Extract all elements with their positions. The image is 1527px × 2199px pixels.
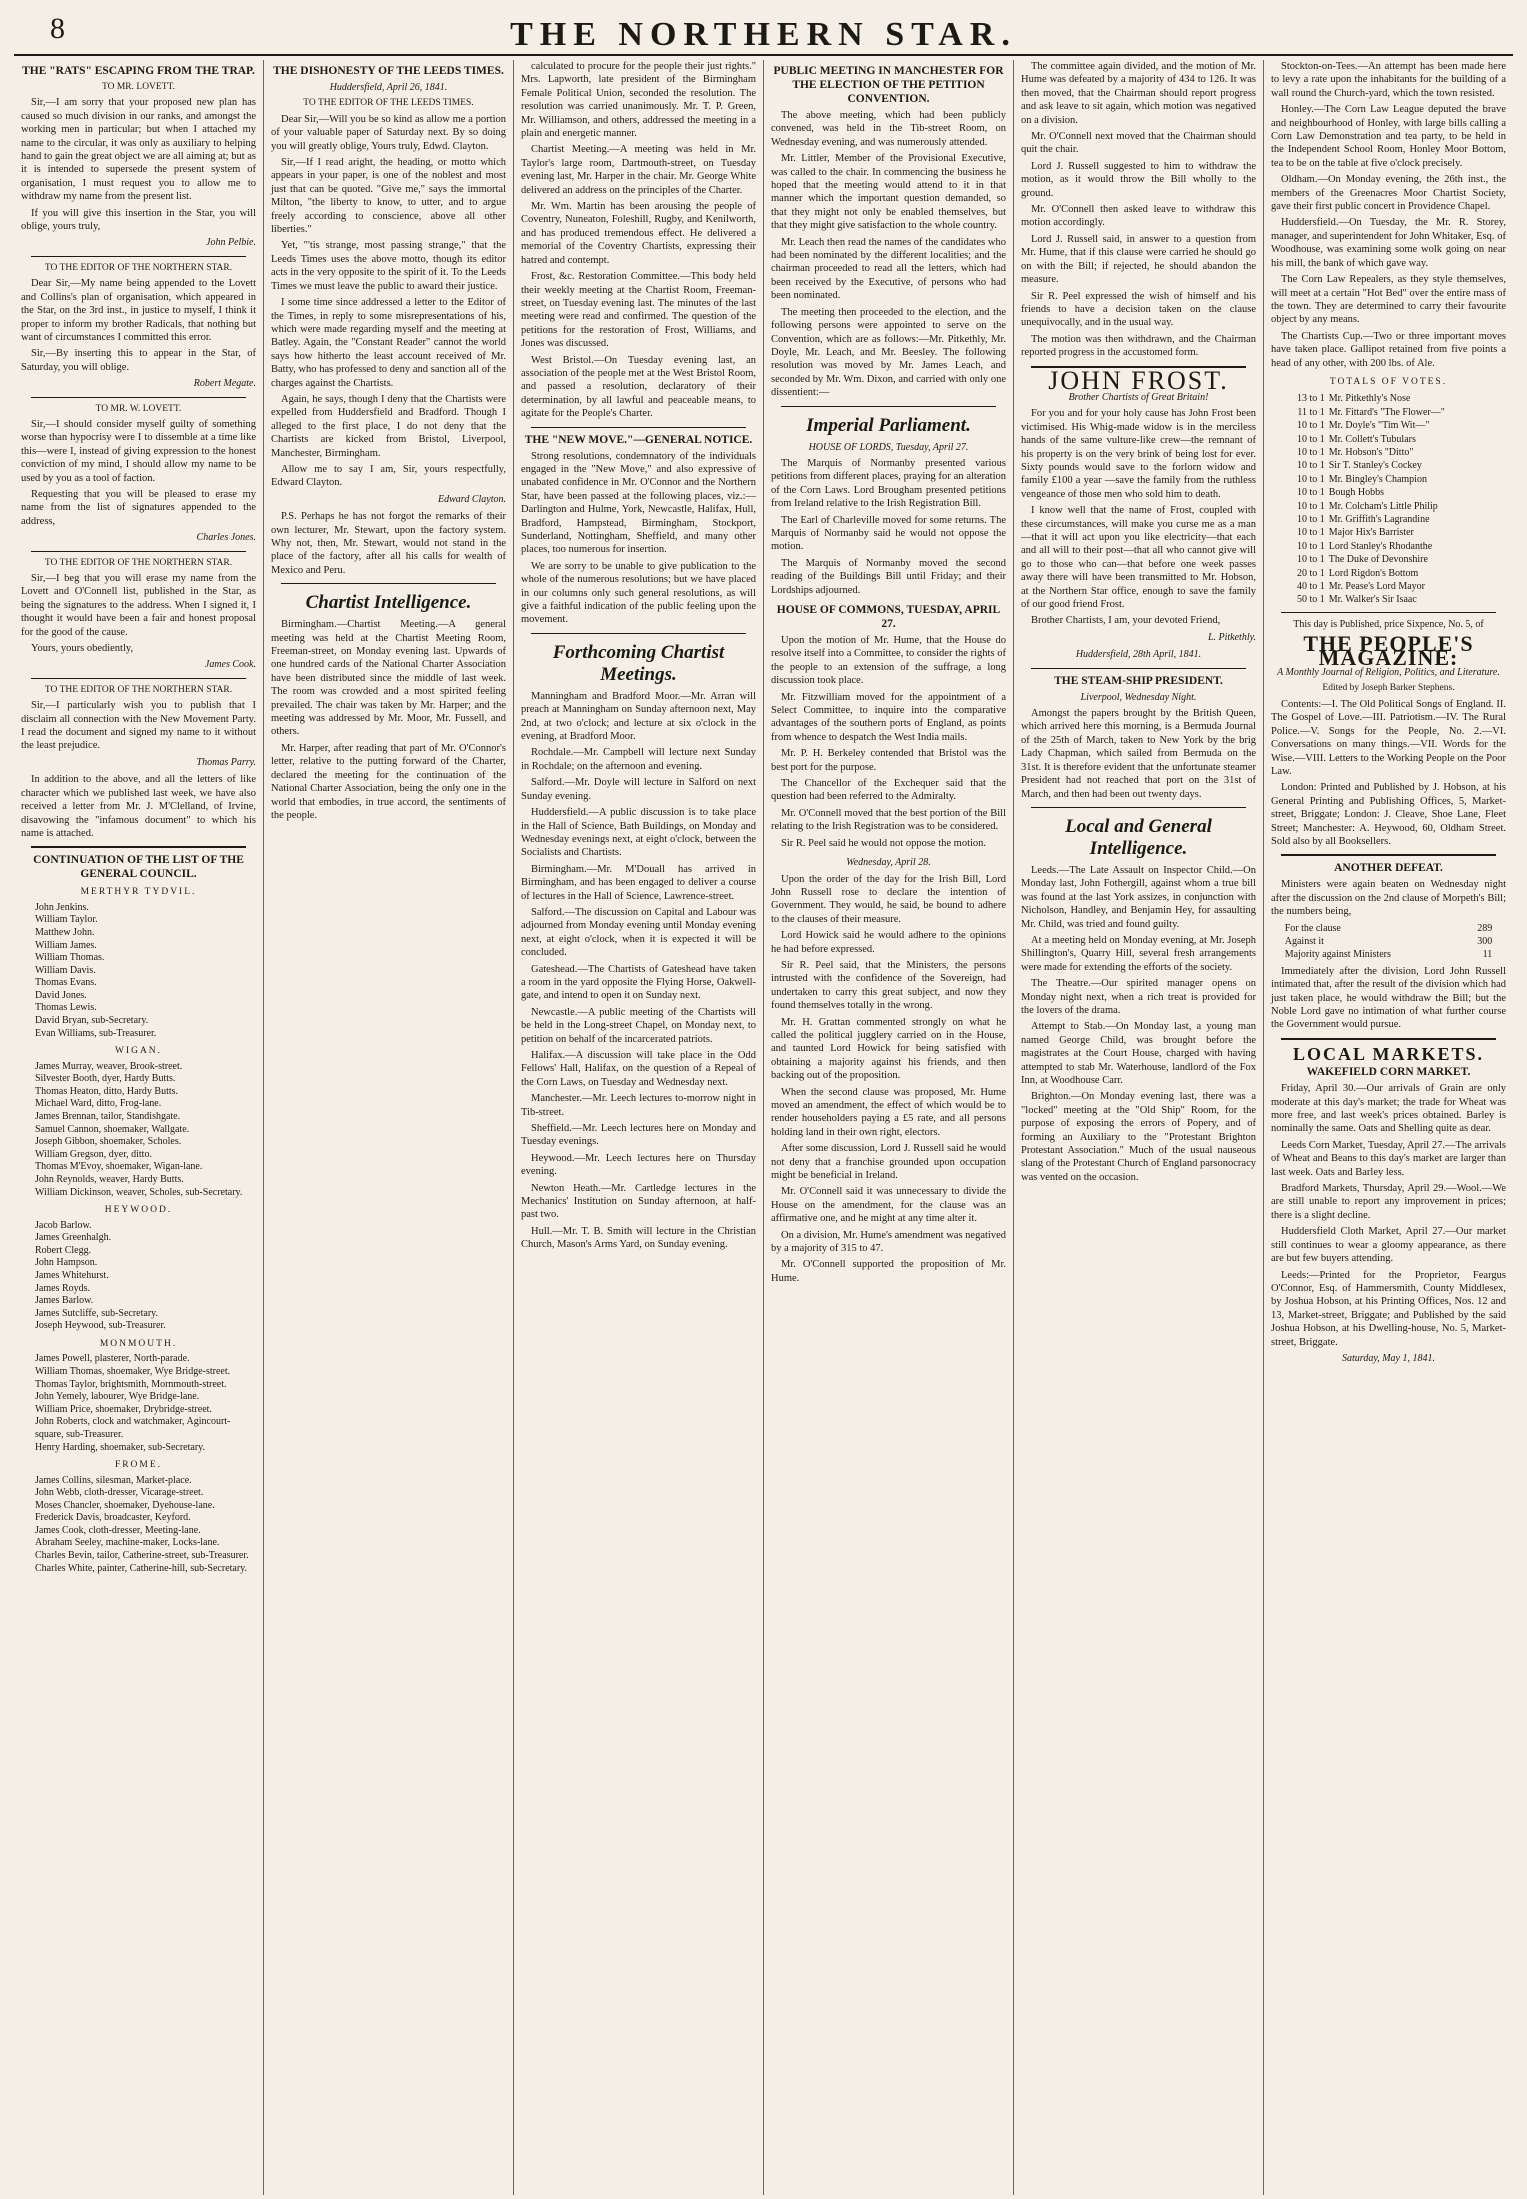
paragraph: Manchester.—Mr. Leech lectures to-morrow night in Tib-street. xyxy=(521,1093,756,1118)
paragraph: Chartist Meeting.—A meeting was held in Mr. Taylor's large room, Dartmouth-street, on Tuesday evening last, Mr. Harper in the chair. Mr. George White delivered an address on the principles of the Charter. xyxy=(521,144,756,196)
council-member: William Thomas, shoemaker, Wye Bridge-street. xyxy=(35,1365,231,1377)
section-heading: Imperial Parliament. xyxy=(806,414,971,436)
council-member: William Dickinson, weaver, Scholes, sub-Secretary. xyxy=(35,1186,243,1198)
article-letter-megate xyxy=(21,262,256,391)
council-member: William Davis. xyxy=(35,964,96,976)
paragraph: Strong resolutions, condemnatory of the individuals engaged in the "New Move," and also expressive of unabated confidence in Mr. O'Connor and the Northern Star, have been passed at the following places, viz.:—Darlington and Hulme, York, Newcastle, Halifax, Hull, Bradford, Hampstead, Birmingham, Stockport, Sunderland, Nottingham, Sheffield, and many other places, too numerous for insertion. xyxy=(521,450,756,556)
paragraph: Dear Sir,—Will you be so kind as allow me a portion of your valuable paper of Saturday next. By so doing you will greatly oblige, Yours truly, Edwd. Clayton. xyxy=(271,113,506,152)
paragraph: Mr. P. H. Berkeley contended that Bristol was the best port for the purpose. xyxy=(771,748,1006,773)
council-member: Thomas Lewis. xyxy=(35,1002,97,1014)
article-title: PUBLIC MEETING IN MANCHESTER FOR THE ELECTION OF THE PETITION CONVENTION. xyxy=(773,65,1004,105)
vote-label: Mr. Pease's Lord Mayor xyxy=(1328,581,1425,593)
council-member: William Gregson, dyer, ditto. xyxy=(35,1148,152,1160)
paragraph: Sir,—I particularly wish you to publish that I disclaim all connection with the New Movement Party. I read the document and signed my name to it without the least prejudice. xyxy=(21,700,256,752)
paragraph: The above meeting, which had been publicly convened, was held in the Tib-street Room, on Wednesday evening, and was numerously attended. xyxy=(771,110,1006,148)
vote-row xyxy=(1283,540,1495,553)
council-member: Joseph Heywood, sub-Treasurer. xyxy=(35,1320,166,1332)
locality-heading: HEYWOOD. xyxy=(104,1205,173,1216)
column-1 xyxy=(14,60,264,2195)
divider xyxy=(1031,807,1246,808)
council-member: James Whitehurst. xyxy=(35,1269,109,1281)
column-3 xyxy=(514,60,764,2195)
paragraph: The Marquis of Normanby moved the second reading of the Buildings Bill until Friday; and their Lordships adjourned. xyxy=(771,557,1006,596)
vote-label: Mr. Griffith's Lagrandine xyxy=(1328,514,1430,525)
paragraph: Mr. Wm. Martin has been arousing the people of Coventry, Nuneaton, Foleshill, Rugby, and Kenilworth, and has produced tremendous effect. He delivered a memorial of the Coventry Chartists, expressing their hatred and contempt. xyxy=(521,201,756,266)
article-manchester-meeting xyxy=(771,64,1006,400)
imprint: Leeds:—Printed for the Proprietor, Feargus O'Connor, Esq. of Hammersmith, County Middlesex, by Joshua Hobson, at his Printing Offices, Nos. 12 and 13, Market-street, Briggate; and Published by the said Joshua Hobson, at his Dwelling-house, No. 5, Market-street, Briggate. xyxy=(1271,1269,1506,1348)
paragraph: Immediately after the division, Lord John Russell intimated that, after the result of the division which had just taken place, he would withdraw the Bill; but the Noble Lord gave no intimation of what further course the Government would pursue. xyxy=(1271,965,1506,1031)
paragraph: Yours, yours obediently, xyxy=(31,643,134,655)
paragraph: The Corn Law Repealers, as they style themselves, will meet at a certain "Hot Bed" over the entire mass of the town. They are determined to carry their favourite object by any means. xyxy=(1271,274,1506,326)
paragraph: Oldham.—On Monday evening, the 26th inst., the members of the Greenacres Moor Chartist Society, gave their first public concert in Providence Chapel. xyxy=(1271,174,1506,213)
vote-odds: 50 to 1 xyxy=(1296,594,1325,606)
council-member: Henry Harding, shoemaker, sub-Secretary. xyxy=(35,1441,205,1453)
vote-label: Mr. Fittard's "The Flower—" xyxy=(1328,406,1445,418)
vote-label: Lord Stanley's Rhodanthe xyxy=(1328,540,1433,552)
vote-row xyxy=(1283,526,1495,539)
paragraph: Lord Howick said he would adhere to the opinions he had before expressed. xyxy=(771,930,1006,955)
paragraph: Sir,—I beg that you will erase my name from the Lovett and O'Connell list, published in the Star, as being the signatures to the address. When I signed it, I thought it would have been a fair and honest proposal for the good of the cause. xyxy=(21,573,256,638)
paragraph: Attempt to Stab.—On Monday last, a young man named George Child, was brought before the magistrates at the Court House, charged with having attempted to stab Mr. Waterhouse, landlord of the Fox Inn, at Woodhouse Carr. xyxy=(1021,1021,1256,1086)
divider xyxy=(1281,1038,1496,1040)
article-title: THE STEAM-SHIP PRESIDENT. xyxy=(1054,674,1223,687)
article-title: THE PEOPLE'S MAGAZINE: xyxy=(1303,631,1474,670)
division-value: 300 xyxy=(1477,935,1493,947)
paragraph: Requesting that you will be pleased to erase my name from the list of signatures appended to the address, xyxy=(21,488,256,527)
paragraph: Salford.—The discussion on Capital and Labour was adjourned from Monday evening until Monday evening next, at eight o'clock, when it is expected it will be concluded. xyxy=(521,906,756,959)
paragraph: Leeds Corn Market, Tuesday, April 27.—The arrivals of Wheat and Beans to this day's market are larger than last week. Oats and Barley less. xyxy=(1271,1139,1506,1178)
council-member: Joseph Gibbon, shoemaker, Scholes. xyxy=(35,1136,182,1148)
vote-label: Mr. Colcham's Little Philip xyxy=(1328,500,1438,512)
vote-odds: 10 to 1 xyxy=(1296,514,1325,525)
addressee: TO THE EDITOR OF THE NORTHERN STAR. xyxy=(44,684,233,695)
sitting-heading: Wednesday, April 28. xyxy=(846,857,931,869)
vote-label: Mr. Pitkethly's Nose xyxy=(1328,393,1411,405)
signature: Thomas Parry. xyxy=(196,756,256,768)
paragraph: Mr. Harper, after reading that part of Mr. O'Connor's letter, relative to the putting forward of the Charter, declared the meeting for the continuation of the National Charter Association, being the only one in the world that embodies, in true accord, the sentiments of the people. xyxy=(271,742,506,821)
paragraph: Mr. O'Connell said it was unnecessary to divide the House on the amendment, for the clause was an affirmative one, and he might at any time alter it. xyxy=(771,1186,1006,1225)
article-local-continued xyxy=(1271,60,1506,370)
vote-row xyxy=(1283,500,1495,513)
council-member: James Royds. xyxy=(35,1282,90,1294)
name-list xyxy=(21,1061,256,1200)
dateline: Huddersfield, April 26, 1841. xyxy=(329,82,448,93)
paragraph: Sheffield.—Mr. Leech lectures here on Monday and Tuesday evenings. xyxy=(521,1123,756,1148)
paragraph: Ministers were again beaten on Wednesday night after the discussion on the 2nd clause of Morpeth's Bill; the numbers being, xyxy=(1271,879,1506,918)
council-member: Samuel Cannon, shoemaker, Wallgate. xyxy=(35,1123,190,1135)
paragraph: Sir,—I should consider myself guilty of something worse than hypocrisy were I to dissemble at a time like this—were I, instead of giving expression to the honest conviction of my mind, I should allow my name to be used by you as a tool of faction. xyxy=(21,418,256,484)
paragraph: Gateshead.—The Chartists of Gateshead have taken a room in the yard opposite the Flying Horse, Oakwell-gate, and intend to open it on Sunday next. xyxy=(521,963,756,1002)
paragraph: I know well that the name of Frost, coupled with these circumstances, will make you curse me as a man—that it will act upon you like electricity—that each and all will to their post—that all who cannot give will go to those who can—that before one week passes away there will have been transmitted to Mr. Hobson, at the Northern Star office, enough to save the family of our good friend Frost. xyxy=(1021,505,1256,611)
paragraph: The Chartists Cup.—Two or three important moves have taken place. Gallipot retained from five points a head of any other, with 200 lbs. of Ale. xyxy=(1271,330,1506,369)
article-title: THE "NEW MOVE."—GENERAL NOTICE. xyxy=(524,433,753,446)
vote-label: Sir T. Stanley's Cockey xyxy=(1328,460,1422,472)
paragraph: Birmingham.—Chartist Meeting.—A general meeting was held at the Chartist Meeting Room, Freeman-street, on Monday evening last. Upwards of one hundred cards of the National Charter Association have been distributed since the middle of last week. The room was crowded and a most spirited feeling prevailed. The chair was taken by Mr. Harper; and the meeting was addressed by Mr. Moor, Mr. Fussell, and others. xyxy=(271,619,506,738)
paragraph: Bradford Markets, Thursday, April 29.—Wool.—We are still unable to report any improvement in prices; there is a slight decline. xyxy=(1271,1183,1506,1221)
vote-odds: 40 to 1 xyxy=(1296,581,1325,593)
article-title: THE DISHONESTY OF THE LEEDS TIMES. xyxy=(273,65,504,77)
division-label: Against it xyxy=(1284,935,1324,947)
addressee: TO THE EDITOR OF THE LEEDS TIMES. xyxy=(303,98,474,109)
column-2 xyxy=(264,60,514,2195)
divider xyxy=(31,397,246,398)
name-list xyxy=(21,1475,256,1576)
masthead xyxy=(14,10,1513,56)
paragraph: At a meeting held on Monday evening, at Mr. Joseph Shillington's, Quarry Hill, several fresh arrangements were made for extending the efforts of the society. xyxy=(1021,934,1256,973)
paragraph: Honley.—The Corn Law League deputed the brave and neighbourhood of Honley, with large bills calling a Corn Law Demonstration and tea party, to be held in the Independent School Room, Honley Moor Bottom, tea to be on the table at five o'clock precisely. xyxy=(1271,104,1506,169)
vote-label: Bough Hobbs xyxy=(1328,487,1385,499)
paragraph: Mr. Fitzwilliam moved for the appointment of a Select Committee, to inquire into the comparative advantages of the southern ports of England, as points from whence to despatch the West India mails. xyxy=(771,691,1006,743)
article-title: ANOTHER DEFEAT. xyxy=(1334,862,1443,875)
council-member: James Greenhalgh. xyxy=(35,1232,112,1244)
locality-heading: MONMOUTH. xyxy=(99,1338,178,1349)
council-member: Moses Chancler, shoemaker, Dyehouse-lane. xyxy=(35,1499,215,1511)
vote-rows xyxy=(1283,392,1495,607)
council-member: Michael Ward, ditto, Frog-lane. xyxy=(35,1098,162,1110)
divider xyxy=(1281,854,1496,856)
article-another-defeat xyxy=(1271,861,1506,1031)
article-general-council xyxy=(21,853,256,1575)
council-member: William Price, shoemaker, Drybridge-street. xyxy=(35,1403,212,1415)
paragraph: Mr. Littler, Member of the Provisional Executive, was called to the chair. In commencing the business he hoped that the meeting would attend to it in that manner which the important question demanded, so that they might not only be enabled themselves, but that they might give satisfaction to the whole country. xyxy=(771,153,1006,232)
divider xyxy=(531,633,746,634)
council-member: Silvester Booth, dyer, Hardy Butts. xyxy=(35,1073,176,1085)
column-4 xyxy=(764,60,1014,2195)
vote-odds: 10 to 1 xyxy=(1296,540,1325,552)
salutation: Brother Chartists of Great Britain! xyxy=(1068,391,1209,403)
vote-row xyxy=(1283,473,1495,486)
vote-row xyxy=(1283,567,1495,580)
paragraph: The committee again divided, and the motion of Mr. Hume was defeated by a majority of 434 to 126. It was then moved, that the Chairman should report progress and ask leave to sit again, which motion was negatived on a division. xyxy=(1021,61,1256,126)
vote-label: Mr. Collett's Tubulars xyxy=(1328,433,1416,445)
vote-odds: 10 to 1 xyxy=(1296,500,1325,512)
name-list xyxy=(21,1220,256,1333)
section-heading: Forthcoming Chartist Meetings. xyxy=(552,641,725,685)
vote-table xyxy=(1283,392,1495,607)
article-title: HOUSE OF COMMONS, TUESDAY, APRIL 27. xyxy=(776,604,1001,630)
paragraph: Mr. O'Connell next moved that the Chairman should quit the chair. xyxy=(1021,131,1256,156)
columns xyxy=(14,60,1513,2195)
council-member: John Webb, cloth-dresser, Vicarage-street. xyxy=(35,1487,204,1499)
signature: L. Pitkethly. xyxy=(1207,631,1256,643)
vote-row xyxy=(1283,580,1495,593)
article-vote-list xyxy=(1271,376,1506,631)
paragraph: Sir R. Peel expressed the wish of himself and his friends to have a decision taken on the clause unequivocally, and in the usual way. xyxy=(1021,290,1256,329)
divider xyxy=(281,583,496,584)
signature: John Pelbie. xyxy=(206,237,256,249)
council-member: David Jones. xyxy=(35,989,87,1001)
paragraph: When the second clause was proposed, Mr. Hume moved an amendment, the effect of which would be to render householders paying a £5 rate, and all persons holding land in their own right, electors. xyxy=(771,1086,1006,1138)
paragraph: The motion was then withdrawn, and the Chairman reported progress in the accustomed form. xyxy=(1021,333,1256,359)
paragraph: The Chancellor of the Exchequer said that the question had been referred to the Admiralty. xyxy=(771,778,1006,803)
paragraph: Again, he says, though I deny that the Chartists were expelled from Huddersfield and Bradford. Though I alleged to the first place, I do not deny that the Chartists are kicked from Bristol, Liverpool, Manchester, Birmingham. xyxy=(271,393,506,459)
article-title: LOCAL MARKETS. xyxy=(1292,1043,1485,1064)
paragraph: Huddersfield.—A public discussion is to take place in the Hall of Science, Bath Buildings, on Monday and Wednesday evenings next, at eight o'clock, between the Socialists and Chartists. xyxy=(521,807,756,859)
article-letter-parry xyxy=(21,684,256,840)
vote-row xyxy=(1283,406,1495,419)
vote-odds: 11 to 1 xyxy=(1297,406,1325,418)
table-heading: TOTALS OF VOTES. xyxy=(1329,376,1448,387)
vote-row xyxy=(1283,486,1495,499)
council-member: John Hampson. xyxy=(35,1257,98,1269)
council-member: James Brennan, tailor, Standishgate. xyxy=(35,1111,181,1123)
divider xyxy=(31,551,246,552)
division-row xyxy=(1283,948,1495,961)
paragraph: Upon the motion of Mr. Hume, that the House do resolve itself into a Committee, to consider the rights of the people to an extension of the suffrage, a long discussion took place. xyxy=(771,635,1006,687)
paragraph: Sir,—If I read aright, the heading, or motto which appears in your paper, is one of the noblest and most just that can be quoted. "Give me," says the immortal Milton, "the liberty to know, to utter, and to argue freely according to conscience, above all other liberties." xyxy=(271,157,506,236)
paragraph: Newton Heath.—Mr. Cartledge lectures in the Mechanics' Institution on Sunday afternoon, at half-past two. xyxy=(521,1182,756,1221)
paragraph: Huddersfield.—On Tuesday, the Mr. R. Storey, manager, and superintendent for John Whitaker, Esq. of Woodhouse, was examining some wolk going on near his mill, the bank of which gave way. xyxy=(1271,217,1506,269)
article-imperial-parliament xyxy=(771,415,1006,597)
division-value: 11 xyxy=(1482,949,1493,961)
vote-odds: 20 to 1 xyxy=(1296,567,1325,579)
magazine-editor: Edited by Joseph Barker Stephens. xyxy=(1322,683,1455,694)
paragraph: Halifax.—A discussion will take place in the Odd Fellows' Hall, Halifax, on the question of a Repeal of the Corn Laws, on Tuesday and Wednesday next. xyxy=(521,1050,756,1088)
council-member: James Cook, cloth-dresser, Meeting-lane. xyxy=(35,1524,201,1536)
divider xyxy=(781,406,996,407)
council-member: William Thomas. xyxy=(35,952,105,964)
paragraph: Upon the order of the day for the Irish Bill, Lord John Russell rose to declare the intention of Government. They would, he said, be bound to adhere to the clauses of their measure. xyxy=(771,873,1006,925)
paragraph: Huddersfield Cloth Market, April 27.—Our market still continues to wear a gloomy appearance, as there are but few buyers attending. xyxy=(1271,1226,1506,1265)
article-chartist-intelligence xyxy=(271,592,506,822)
council-member: William James. xyxy=(35,939,97,951)
article-letter-jones xyxy=(21,403,256,545)
paragraph: Mr. O'Connell moved that the best portion of the Bill relating to the Irish Registration was to be considered. xyxy=(771,807,1006,833)
council-member: John Yemely, labourer, Wye Bridge-lane. xyxy=(35,1391,200,1403)
addressee: TO THE EDITOR OF THE NORTHERN STAR. xyxy=(44,557,233,568)
addressee: TO MR. LOVETT. xyxy=(101,82,175,92)
vote-row xyxy=(1283,419,1495,432)
council-member: John Jenkins. xyxy=(35,901,89,913)
council-member: James Murray, weaver, Brook-street. xyxy=(35,1060,183,1072)
paragraph: Lord J. Russell suggested to him to withdraw the motion, as it would throw the Bill wholly to the ground. xyxy=(1021,160,1256,199)
article-new-move xyxy=(521,433,756,627)
council-member: John Reynolds, weaver, Hardy Butts. xyxy=(35,1174,184,1185)
article-john-frost xyxy=(1021,365,1256,662)
vote-row xyxy=(1283,513,1495,526)
article-continued xyxy=(521,60,756,421)
page-number: 8 xyxy=(50,12,65,45)
publication-notice: This day is Published, price Sixpence, No. 5, of xyxy=(1293,618,1484,630)
signature: Robert Megate. xyxy=(193,378,256,390)
dateline: Liverpool, Wednesday Night. xyxy=(1080,691,1197,703)
paragraph: Amongst the papers brought by the British Queen, which arrived here this morning, is a Bermuda Journal of the 25th of March, taken to New York by the brig Lady Chapman, which sailed from Bermuda on the 31st. It is therefore evident that the unfortunate steamer President had not reached that port on the 31st of March, and then had been out twenty days. xyxy=(1021,708,1256,800)
paragraph: If you will give this insertion in the Star, you will oblige, yours truly, xyxy=(21,207,256,233)
division-row xyxy=(1283,922,1495,935)
newspaper-title: THE NORTHERN STAR. xyxy=(510,16,1017,53)
signature: Charles Jones. xyxy=(196,532,256,544)
paragraph: West Bristol.—On Tuesday evening last, an association of the people met at the West Bristol Room, and passed a resolution, declaratory of their determination, by all lawful and peaceable means, to agitate for the People's Charter. xyxy=(521,354,756,420)
division-value: 289 xyxy=(1477,922,1493,934)
paragraph: We are sorry to be unable to give publication to the whole of the numerous resolutions; but we have placed in our columns only such general resolutions, as will give a faithful indication of the public feeling upon the movement. xyxy=(521,560,756,626)
signature: James Cook. xyxy=(204,659,256,671)
paragraph: For you and for your holy cause has John Frost been victimised. His Whig-made widow is in the merciless hands of the same vulture-like crew—the remnant of his property is on the very brink of being lost for ever. Sixty pounds would save to the forlorn widow and family £100 a year —save the family from the ruthless vengeance of those men who sold him to death. xyxy=(1021,408,1256,500)
paragraph: Birmingham.—Mr. M'Douall has arrived in Birmingham, and has been engaged to deliver a course of lectures in the Hall of Science, Lawrence-street. xyxy=(521,863,756,902)
name-list xyxy=(21,902,256,1041)
article-title: THE "RATS" ESCAPING FROM THE TRAP. xyxy=(22,65,255,77)
vote-odds: 10 to 1 xyxy=(1296,473,1325,485)
paragraph: The Theatre.—Our spirited manager opens on Monday night next, when a rich treat is provided for the lovers of the drama. xyxy=(1021,978,1256,1016)
section-heading: Chartist Intelligence. xyxy=(305,592,472,614)
divider xyxy=(1281,612,1496,613)
article-steam-ship xyxy=(1021,674,1256,801)
council-member: Robert Clegg. xyxy=(35,1244,92,1256)
locality-heading: WIGAN. xyxy=(114,1046,163,1057)
vote-label: Mr. Bingley's Champion xyxy=(1328,473,1427,485)
magazine-subtitle: A Monthly Journal of Religion, Politics, and Literature. xyxy=(1277,667,1500,679)
vote-odds: 10 to 1 xyxy=(1296,420,1325,432)
paragraph: Sir,—I am sorry that your proposed new plan has caused so much division in our ranks, and amongst the working men in particular; but when I attached my name to the circular, it was only as auxiliary to helping hand to gain the great object we are all aiming at; but as it is intended to supersede the present system of organisation, I must request you to allow me to withdraw my name from the present list. xyxy=(21,97,256,203)
vote-label: Mr. Hobson's "Ditto" xyxy=(1328,446,1414,458)
paragraph: Mr. O'Connell then asked leave to withdraw this motion accordingly. xyxy=(1021,204,1256,229)
section-heading: Local and General Intelligence. xyxy=(1065,815,1212,859)
paragraph: Brother Chartists, I am, your devoted Friend, xyxy=(1031,615,1221,627)
council-member: James Powell, plasterer, North-parade. xyxy=(35,1353,190,1365)
council-member: Thomas Taylor, brightsmith, Mornmouth-street. xyxy=(35,1378,227,1390)
article-title: CONTINUATION OF THE LIST OF THE GENERAL COUNCIL. xyxy=(33,854,244,881)
divider xyxy=(31,846,246,848)
council-member: James Collins, silesman, Market-place. xyxy=(35,1474,192,1486)
paragraph: Frost, &c. Restoration Committee.—This body held their weekly meeting at the Chartist Room, Freeman-street, on Tuesday evening last. The minutes of the last meeting were read and confirmed. The question of the petitions for the restoration of Frost, Williams, and Jones was discussed. xyxy=(521,271,756,350)
paragraph: calculated to procure for the people their just rights." Mrs. Lapworth, late president of the Birmingham Female Political Union, seconded the resolution. The resolution was carried unanimously. Mr. T. P. Green, Mr. Williamson, and others, addressed the meeting in a plain and energetic manner. xyxy=(521,61,756,140)
article-wednesday-sitting xyxy=(771,856,1006,1285)
division-table xyxy=(1283,922,1495,962)
vote-row xyxy=(1283,433,1495,446)
vote-odds: 10 to 1 xyxy=(1296,433,1325,445)
sitting-heading: HOUSE OF LORDS, Tuesday, April 27. xyxy=(808,441,969,453)
paragraph: The Marquis of Normanby presented various petitions from different places, praying for an alteration of the Corn Laws. Lord Brougham presented petitions from Ireland relative to the Irish Registration Bill. xyxy=(771,457,1006,510)
council-member: Evan Williams, sub-Treasurer. xyxy=(35,1027,157,1039)
council-member: Charles White, painter, Catherine-hill, sub-Secretary. xyxy=(35,1562,248,1574)
locality-heading: FROME. xyxy=(114,1460,163,1471)
paragraph: Stockton-on-Tees.—An attempt has been made here to levy a rate upon the inhabitants for the building of a wall round the Church-yard, which the town resisted. xyxy=(1271,61,1506,99)
paragraph: Manningham and Bradford Moor.—Mr. Arran will preach at Manningham on Sunday afternoon next, May 2nd, at two o'clock; and lecture at six o'clock in the evening, at Bradford Moor. xyxy=(521,690,756,743)
council-member: James Barlow. xyxy=(35,1295,94,1307)
column-6 xyxy=(1264,60,1513,2195)
council-member: Jacob Barlow. xyxy=(35,1219,92,1231)
vote-label: The Duke of Devonshire xyxy=(1328,554,1428,566)
vote-odds: 10 to 1 xyxy=(1296,460,1325,472)
paragraph: I some time since addressed a letter to the Editor of the Times, in reply to some misrepresentations of his, which were made regarding myself and the meeting at Batley. Again, the "Constant Reader" cannot the world says how hitherto the least account received of Mr. Batty, who has professed to deny and sanction all of the charges against the Chartists. xyxy=(271,297,506,389)
paragraph: Newcastle.—A public meeting of the Chartists will be held in the Long-street Chapel, on Monday next, to petition on behalf of the incarcerated patriots. xyxy=(521,1006,756,1045)
paragraph: Rochdale.—Mr. Campbell will lecture next Sunday in Rochdale; on the afternoon and evening. xyxy=(521,747,756,772)
issue-date: Saturday, May 1, 1841. xyxy=(1342,1352,1435,1364)
division-row xyxy=(1283,935,1495,948)
division-label: Majority against Ministers xyxy=(1284,949,1391,961)
article-local-intelligence xyxy=(1021,816,1256,1184)
vote-label: Mr. Walker's Sir Isaac xyxy=(1328,594,1417,606)
vote-label: Mr. Doyle's "Tim Wit—" xyxy=(1328,420,1430,432)
paragraph: Sir R. Peel said he would not oppose the motion. xyxy=(781,837,987,849)
divider xyxy=(31,256,246,257)
vote-row xyxy=(1283,553,1495,566)
paragraph: Sir R. Peel said, that the Ministers, the persons intrusted with the confidence of the Sovereign, had undertaken to carry this great subject, and now they found themselves totally in the wrong. xyxy=(771,959,1006,1012)
paragraph: Mr. H. Grattan commented strongly on what he called the political jugglery carried on in the House, and taunted Lord Howick for being satisfied with obtaining a majority against his friends, and then backing out of the proposition. xyxy=(771,1016,1006,1082)
paragraph: The Earl of Charleville moved for some returns. The Marquis of Normanby said he would not oppose the motion. xyxy=(771,514,1006,553)
article-rats-escaping xyxy=(21,64,256,250)
paragraph: Mr. Leach then read the names of the candidates who had been nominated by the different localities; and the chairman proceeded to read all the letters, which had been received by the Executive, of persons who had been nominated. xyxy=(771,236,1006,302)
paragraph: Heywood.—Mr. Leech lectures here on Thursday evening. xyxy=(521,1152,756,1178)
paragraph: Allow me to say I am, Sir, yours respectfully, Edward Clayton. xyxy=(271,463,506,489)
article-leeds-times xyxy=(271,64,506,577)
paragraph: On a division, Mr. Hume's amendment was negatived by a majority of 315 to 47. xyxy=(771,1229,1006,1255)
paragraph: Mr. O'Connell supported the proposition of Mr. Hume. xyxy=(771,1259,1006,1284)
council-member: Charles Bevin, tailor, Catherine-street, sub-Treasurer. xyxy=(35,1550,249,1562)
vote-odds: 10 to 1 xyxy=(1296,527,1325,539)
signature: Edward Clayton. xyxy=(438,493,506,505)
council-member: David Bryan, sub-Secretary. xyxy=(35,1015,149,1027)
vote-row xyxy=(1283,593,1495,606)
council-member: John Roberts, clock and watchmaker, Agincourt-square, sub-Treasurer. xyxy=(35,1416,231,1440)
vote-label: Major Hix's Barrister xyxy=(1328,527,1414,539)
name-list xyxy=(21,1353,256,1454)
paragraph: Friday, April 30.—Our arrivals of Grain are only moderate at this day's market; the trade for Wheat was more free, and last week's prices obtained. Barley is nominally the same. Oats and Shelling quite as dear. xyxy=(1271,1083,1506,1135)
council-member: Abraham Seeley, machine-maker, Locks-lane. xyxy=(35,1537,220,1549)
vote-odds: 10 to 1 xyxy=(1296,487,1325,499)
paragraph: After some discussion, Lord J. Russell said he would not deny that a franchise grounded upon occupation might be beneficial in Ireland. xyxy=(771,1143,1006,1182)
divider xyxy=(31,678,246,679)
council-member: James Sutcliffe, sub-Secretary. xyxy=(35,1307,159,1319)
division-label: For the clause xyxy=(1284,922,1341,934)
divider xyxy=(1031,668,1246,669)
article-letter-cook xyxy=(21,557,256,672)
article-peoples-magazine xyxy=(1271,631,1506,848)
council-member: Frederick Davis, broadcaster, Keyford. xyxy=(35,1512,191,1524)
council-member: Matthew John. xyxy=(35,926,95,938)
addressee: TO THE EDITOR OF THE NORTHERN STAR. xyxy=(44,262,233,273)
paragraph: Sir,—By inserting this to appear in the Star, of Saturday, you will oblige. xyxy=(21,348,256,373)
vote-odds: 13 to 1 xyxy=(1296,393,1325,405)
paragraph: Dear Sir,—My name being appended to the Lovett and Collins's plan of organisation, which appeared in the Star, on the 3rd inst., in justice to myself, I think it proper to inform my brother Radicals, that nothing but want of circumstances I committed this error. xyxy=(21,278,256,343)
paragraph: P.S. Perhaps he has not forgot the remarks of their own lecturer, Mr. Stewart, upon the factory system. Why not, then, Mr. Stewart, would not stand in the place of the factory, after all his calls for wealth of Mexico and Peru. xyxy=(271,511,506,576)
paragraph: Lord J. Russell said, in answer to a question from Mr. Hume, that if this clause were carried he should go on with the Bill; if rejected, he should abandon the measure. xyxy=(1021,233,1256,286)
market-subheading: WAKEFIELD CORN MARKET. xyxy=(1306,1066,1471,1079)
council-member: Thomas Evans. xyxy=(35,977,97,989)
article-committee-continued xyxy=(1021,60,1256,360)
council-member: Thomas M'Evoy, shoemaker, Wigan-lane. xyxy=(35,1161,203,1173)
article-forthcoming-meetings xyxy=(521,642,756,1252)
addressee: TO MR. W. LOVETT. xyxy=(95,403,182,414)
column-5 xyxy=(1014,60,1264,2195)
article-house-of-commons xyxy=(771,603,1006,850)
article-title: JOHN FROST. xyxy=(1048,365,1229,395)
council-member: Thomas Heaton, ditto, Hardy Butts. xyxy=(35,1085,179,1097)
paragraph: Yet, "'tis strange, most passing strange," that the Leeds Times uses the above motto, though its editor acts in the very opposite to the spirit of it. To the Leeds Times we must leave the public to award their justice. xyxy=(271,240,506,292)
council-member: William Taylor. xyxy=(35,914,98,926)
vote-row xyxy=(1283,446,1495,459)
paragraph: Salford.—Mr. Doyle will lecture in Salford on next Sunday evening. xyxy=(521,777,756,802)
vote-label: Lord Rigdon's Bottom xyxy=(1328,567,1419,579)
vote-row xyxy=(1283,459,1495,472)
paragraph: In addition to the above, and all the letters of like character which we published last week, we have also received a letter from Mr. J. M'Clelland, of Irvine, disavowing the "infamous document" to which his name is attached. xyxy=(21,774,256,839)
paragraph: The meeting then proceeded to the election, and the following persons were appointed to serve on the Convention, which are as follows:—Mr. Pitkethly, Mr. Doyle, Mr. Leach, and Mr. Beesley. The following resolution was moved by Mr. James Leach, and seconded by Mr. Wm. Dixon, and carried with only one dissentient:— xyxy=(771,306,1006,399)
vote-row xyxy=(1283,392,1495,405)
paragraph: London: Printed and Published by J. Hobson, at his General Printing and Publishing Offices, 5, Market-street, Briggate; London: J. Cleave, Shoe Lane, Fleet Street; Manchester: A. Heywood, 60, Oldham Street. Sold also by all Booksellers. xyxy=(1271,782,1506,847)
paragraph: Leeds.—The Late Assault on Inspector Child.—On Monday last, John Fothergill, against whom a true bill was found at the last York assizes, in conjunction with Nicholson, Handley, and Benjamin Hey, for assaulting Mr. Child, was tried and found guilty. xyxy=(1021,864,1256,930)
paragraph: Contents:—I. The Old Political Songs of England. II. The Gospel of Love.—III. Patriotism.—IV. The Rural Police.—V. Songs for the People, No. 2.—VI. Conversations on many things.—VII. Words for the Wise.—VIII. Letters to the Working People on the Poor Law. xyxy=(1271,698,1506,777)
article-local-markets xyxy=(1271,1043,1506,1366)
dateline: Huddersfield, 28th April, 1841. xyxy=(1075,649,1202,661)
paragraph: Hull.—Mr. T. B. Smith will lecture in the Christian Church, Mason's Arms Yard, on Sunday evening. xyxy=(521,1225,756,1251)
vote-odds: 10 to 1 xyxy=(1296,446,1325,458)
locality-heading: MERTHYR TYDVIL. xyxy=(80,887,197,898)
paragraph: Brighton.—On Monday evening last, there was a "locked" meeting at the "Old Ship" Room, for the purpose of exposing the errors of Popery, and of forming an Auxiliary to the "Protestant Brighton Protestant Association." Much of the usual nauseous slang of the Protestant Church of England parsonocracy was vented on the occasion. xyxy=(1021,1091,1256,1183)
divider xyxy=(531,427,746,428)
vote-odds: 10 to 1 xyxy=(1296,554,1325,566)
